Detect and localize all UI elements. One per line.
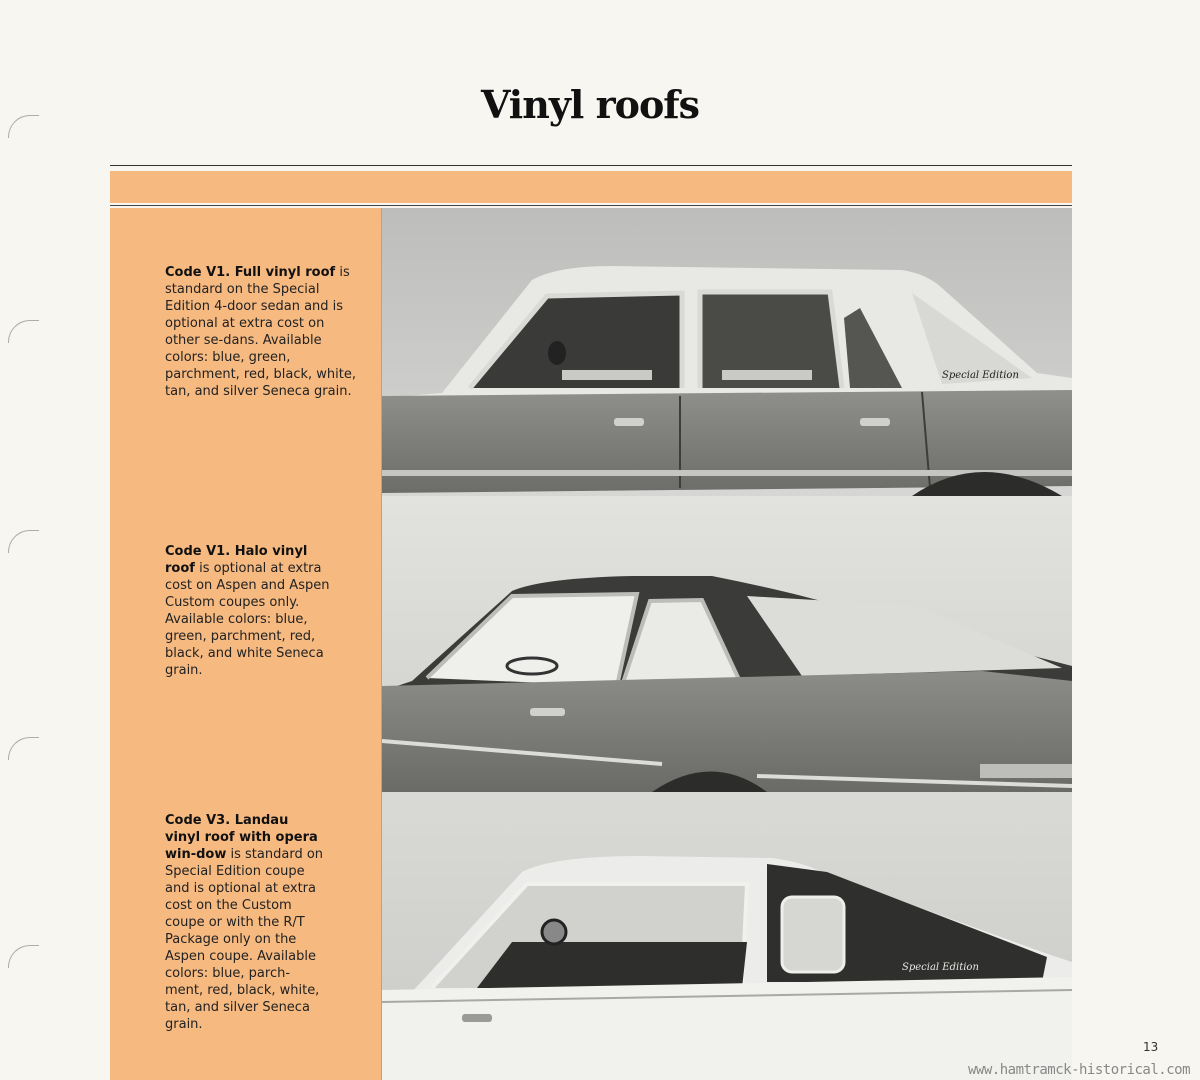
- band-rule: [110, 205, 1072, 206]
- binder-hole-mark: [8, 737, 39, 760]
- description-heading: Code V1. Halo vinyl roof: [165, 544, 308, 576]
- photo-coupe-landau-vinyl-roof: [382, 792, 1072, 1080]
- description-heading: Code V1. Full vinyl roof: [165, 265, 336, 280]
- description-halo-vinyl-roof: [165, 543, 330, 679]
- description-landau-vinyl-roof: [165, 812, 325, 1033]
- page-title: Vinyl roofs: [480, 82, 700, 127]
- header-rule: [110, 165, 1072, 166]
- description-body: is standard on the Special Edition 4-door sedan and is optional at extra cost on other se-dans. Available colors: blue, green, parchment, red, black, white, tan, and silver Seneca grain.: [165, 265, 356, 399]
- binder-hole-mark: [8, 945, 39, 968]
- description-heading: Code V3. Landau vinyl roof with opera win-dow: [165, 813, 318, 862]
- page-number: 13: [1143, 1040, 1159, 1054]
- description-body: is optional at extra cost on Aspen and Aspen Custom coupes only. Available colors: blue, green, parchment, red, black, and white Seneca grain.: [165, 561, 330, 678]
- special-edition-script: Special Edition: [902, 962, 979, 973]
- binder-hole-mark: [8, 115, 39, 138]
- description-full-vinyl-roof: [165, 264, 360, 400]
- description-body: is standard on Special Edition coupe and is optional at extra cost on the Custom coupe or with the R/T Package only on the Aspen coupe. Available colors: blue, parch-ment, red, black, white, tan, and silver Seneca grain.: [165, 847, 324, 1032]
- orange-header-band: [110, 171, 1072, 203]
- watermark-text: www.hamtramck-historical.com: [968, 1062, 1191, 1078]
- binder-hole-mark: [8, 530, 39, 553]
- special-edition-script: Special Edition: [942, 370, 1019, 381]
- photo-coupe-halo-vinyl-roof: [382, 496, 1072, 792]
- binder-hole-mark: [8, 320, 39, 343]
- photo-sedan-full-vinyl-roof: [382, 208, 1072, 496]
